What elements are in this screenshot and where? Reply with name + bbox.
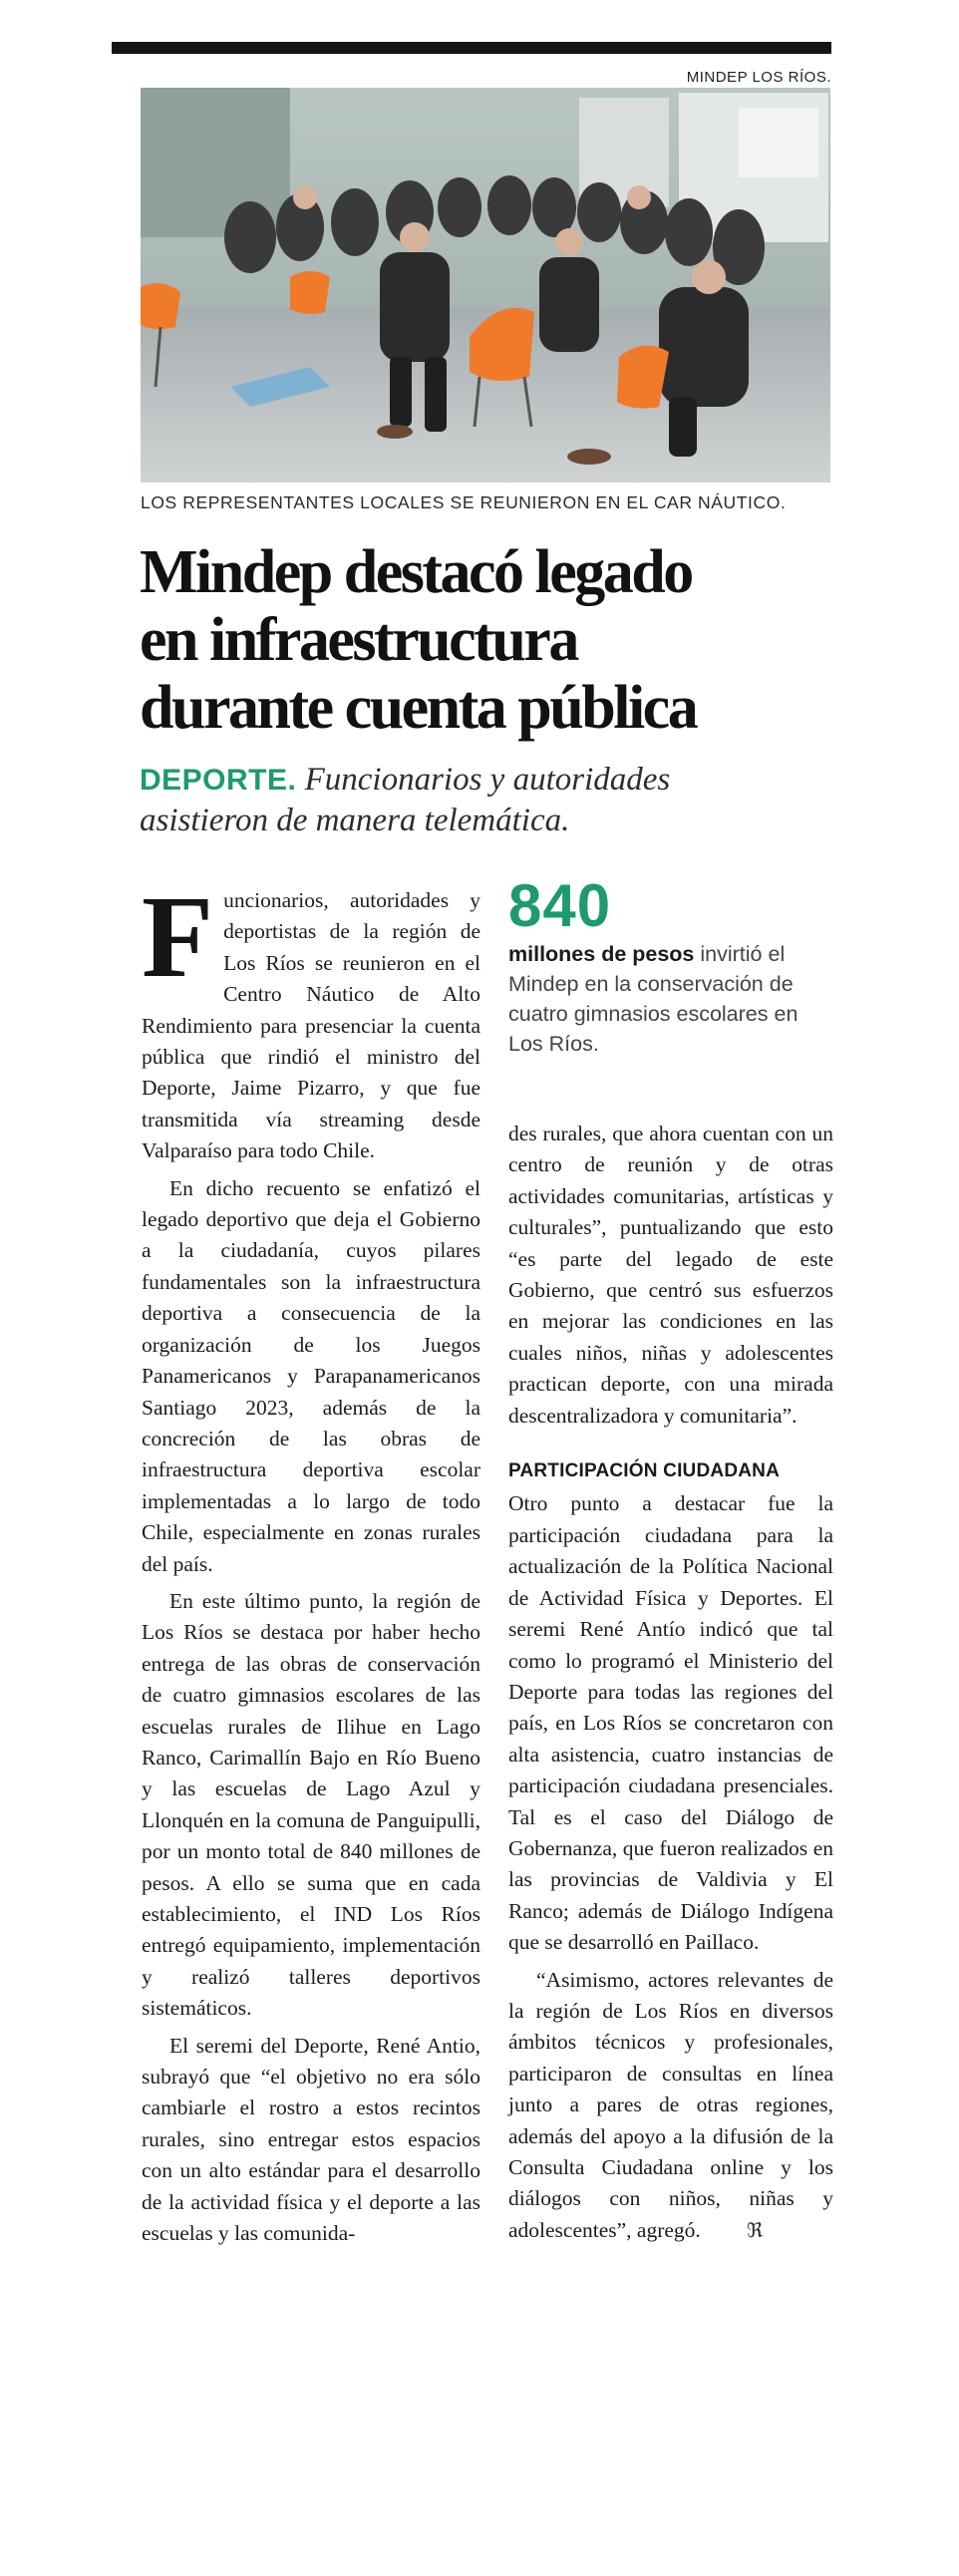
- headline-line: en infraestructura: [140, 606, 577, 674]
- article-photo: [141, 88, 830, 483]
- article-column-right: [508, 1119, 833, 2252]
- deck: [140, 760, 837, 840]
- subheading: PARTICIPACIÓN CIUDADANA: [508, 1460, 781, 1482]
- deck-text-2: asistieron de manera telemática.: [140, 803, 570, 838]
- paragraph-text: uncionarios, autoridades y deportistas de la región de Los Ríos se reunieron en el Centro Náutico de Alto Rendimiento para presenciar la cuenta pública que rindió el ministro del Deporte, Jaime Pizarro, y que fue transmitida vía streaming desde Valparaíso para todo Chile.: [142, 888, 480, 1163]
- deck-text-1: Funcionarios y autoridades: [304, 762, 671, 798]
- stat-number: 840: [508, 872, 612, 939]
- stat-box: [508, 872, 833, 1059]
- headline-line: Mindep destacó legado: [140, 538, 692, 606]
- stat-text: [508, 939, 833, 1059]
- paragraph: des rurales, que ahora cuentan con un centro de reunión y de otras actividades comunitarias, artísticas y culturales”, puntualizando que esto “es parte del legado de este Gobierno, que centró sus esfuerzos en mejorar las condiciones en las cuales niños, niñas y adolescentes practican deporte, con una mirada descentralizadora y comunitaria”.: [508, 1122, 833, 1428]
- top-rule: [112, 42, 831, 54]
- stat-rest-text: invirtió el Mindep en la conservación de cuatro gimnasios escolares en Los Ríos.: [508, 942, 799, 1056]
- section-kicker: DEPORTE.: [140, 764, 297, 797]
- paragraph: En dicho recuento se enfatizó el legado deportivo que deja el Gobierno a la ciudadanía, cuyos pilares fundamentales son la infraestructura deportiva a consecuencia de la organización de los Juegos Panamericanos y Parapanamericanos Santiago 2023, además de la concreción de las obras de infraestructura deportiva escolar implementadas a lo largo de todo Chile, especialmente en zonas rurales del país.: [142, 1175, 480, 1576]
- paragraph: [142, 871, 480, 1167]
- paragraph-text: “Asimismo, actores relevantes de la región de Los Ríos en diversos ámbitos técnicos y profesionales, participaron de consultas en línea junto a pares de otras regiones, además del apoyo a la difusión de la Consulta Ciudadana online y los diálogos con niños, niñas y adolescentes”, agregó.: [508, 1967, 833, 2242]
- headline-line: durante cuenta pública: [140, 674, 697, 742]
- paragraph: [508, 1965, 833, 2247]
- drop-cap: F: [142, 871, 214, 1002]
- headline: [140, 538, 837, 742]
- article-column-left: [142, 871, 480, 2255]
- paragraph: Otro punto a destacar fue la participación ciudadana para la actualización de la Política Nacional de Actividad Física y Deportes. El seremi René Antío indicó que tal como lo programó el Ministerio del Deporte para todas las regiones del país, en Los Ríos se concretaron con alta asistencia, cuatro instancias de participación ciudadana presenciales. Tal es el caso del Diálogo de Gobernanza, que fueron realizados en las provincias de Valdivia y El Ranco; además de Diálogo Indígena que se desarrolló en Paillaco.: [508, 1491, 833, 1955]
- paragraph: El seremi del Deporte, René Antio, subrayó que “el objetivo no era sólo cambiarle el rostro a estos recintos rurales, sino entregar estos espacios con un alto estándar para el desarrollo de la actividad física y el deporte a las escuelas y las comunida-: [142, 2033, 480, 2246]
- stat-bold-text: millones de pesos: [508, 942, 695, 966]
- end-of-article-icon: ℜ: [746, 2217, 764, 2242]
- paragraph: En este último punto, la región de Los Ríos se destaca por haber hecho entrega de las obras de conservación de cuatro gimnasios escolares de las escuelas rurales de Ilihue en Lago Ranco, Carimallín Bajo en Río Bueno y las escuelas de Lago Azul y Llonquén en la comuna de Panguipulli, por un monto total de 840 millones de pesos. A ello se suma que en cada establecimiento, el IND Los Ríos entregó equipamiento, implementación y realizó talleres deportivos sistemáticos.: [142, 1588, 480, 2021]
- photo-caption: LOS REPRESENTANTES LOCALES SE REUNIERON EN EL CAR NÁUTICO.: [141, 492, 787, 512]
- photo-credit: MINDEP LOS RÍOS.: [686, 69, 831, 86]
- deck-line: [140, 760, 837, 801]
